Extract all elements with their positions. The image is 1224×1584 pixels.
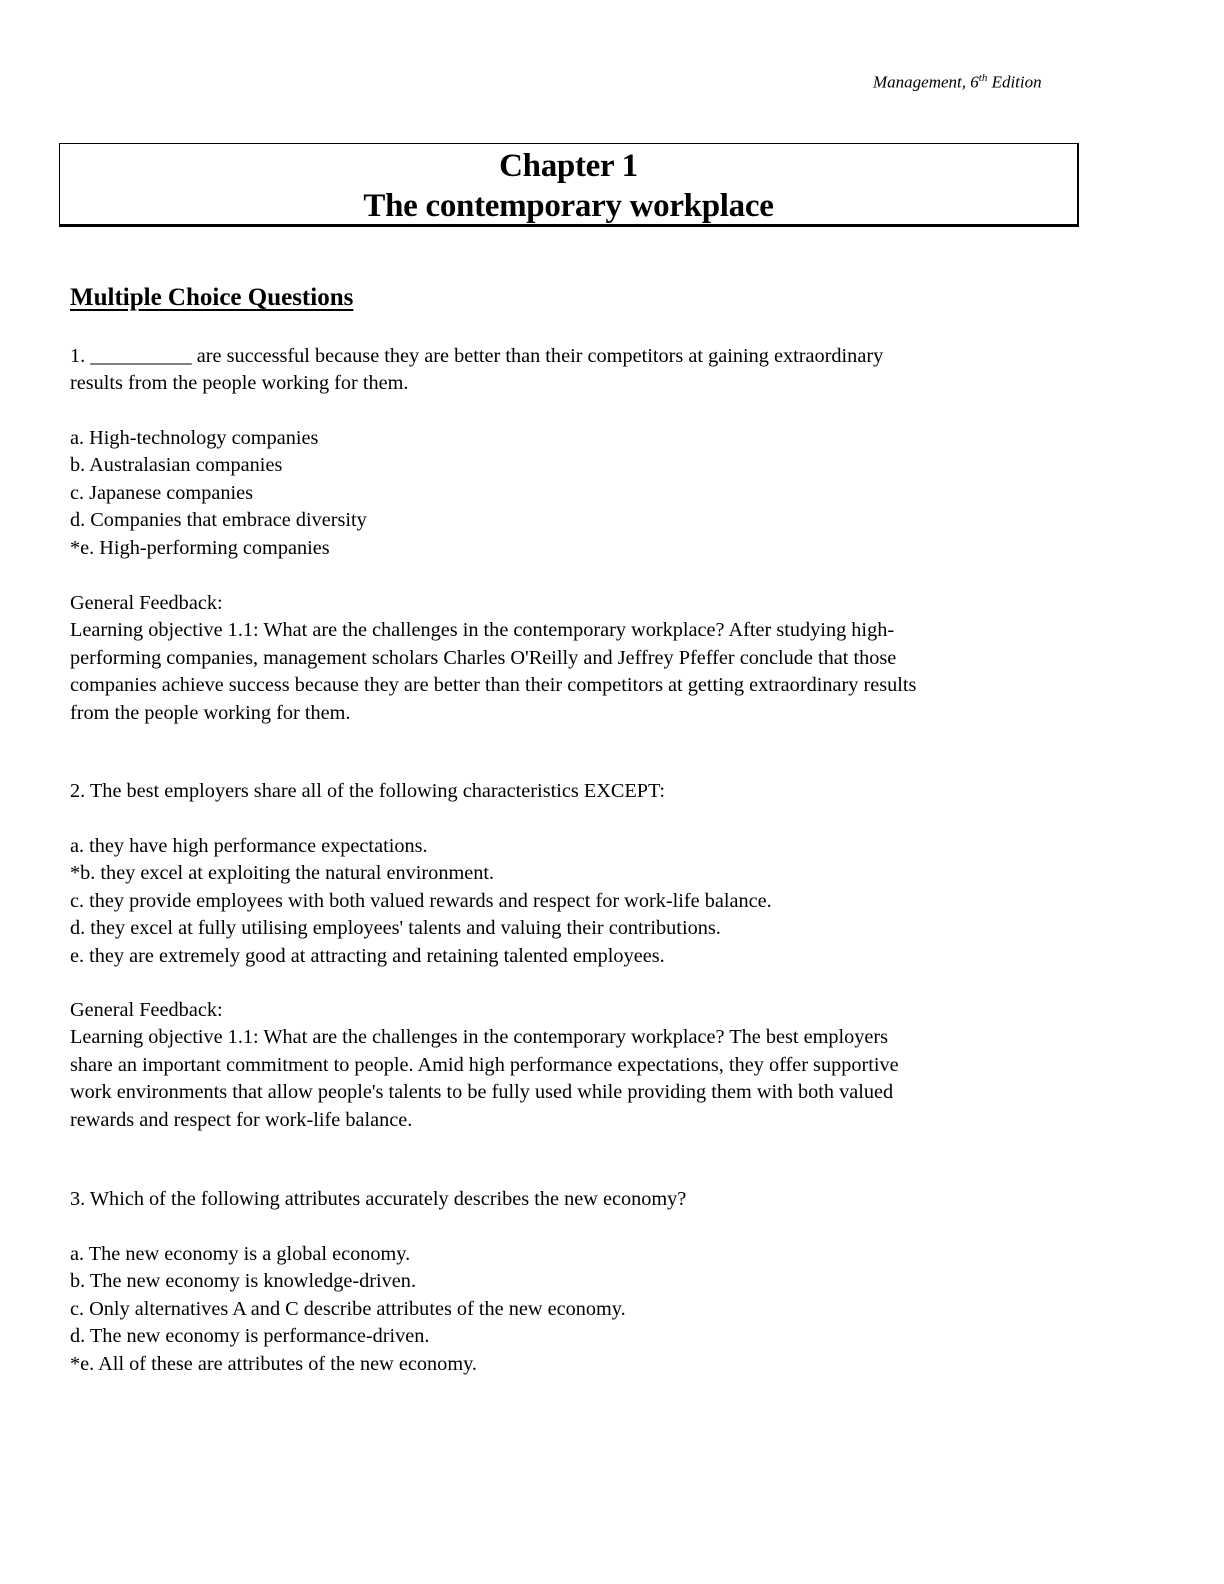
question-3-stem (70, 1186, 1060, 1213)
feedback-label: General Feedback: (70, 592, 223, 614)
feedback-line: share an important commitment to people. Amid high performance expectations, they offer supportive (70, 1053, 899, 1076)
feedback-line: performing companies, management scholars Charles O'Reilly and Jeffrey Pfeffer conclude that those (70, 646, 897, 669)
feedback-line: Learning objective 1.1: What are the challenges in the contemporary workplace? The best employers (70, 1026, 889, 1049)
question-2-options (70, 833, 1060, 970)
question-stem-line: 3. Which of the following attributes accurately describes the new economy? (70, 1188, 687, 1210)
option-e-correct: *e. All of these are attributes of the new economy. (70, 1352, 477, 1375)
question-stem-line: 1. __________ are successful because they are better than their competitors at gaining extraordinary (70, 345, 884, 367)
running-header (873, 72, 1042, 93)
question-1-stem (70, 343, 1060, 398)
chapter-title-box (59, 143, 1079, 227)
option-d: d. they excel at fully utilising employees' talents and valuing their contributions. (70, 917, 721, 940)
option-e: e. they are extremely good at attracting and retaining talented employees. (70, 944, 665, 967)
question-1-options (70, 425, 1060, 562)
feedback-line: companies achieve success because they are better than their competitors at getting extraordinary results (70, 674, 917, 697)
feedback-line: Learning objective 1.1: What are the challenges in the contemporary workplace? After studying high- (70, 619, 895, 642)
option-c: c. Only alternatives A and C describe attributes of the new economy. (70, 1297, 626, 1320)
feedback-line: from the people working for them. (70, 701, 351, 724)
option-e-correct: *e. High-performing companies (70, 536, 330, 559)
option-d: d. The new economy is performance-driven. (70, 1325, 430, 1348)
question-2-stem (70, 778, 1060, 805)
edition-suffix: Edition (987, 72, 1042, 92)
question-1-feedback (70, 590, 1060, 727)
option-b-correct: *b. they excel at exploiting the natural environment. (70, 862, 495, 885)
feedback-label: General Feedback: (70, 999, 223, 1021)
book-title: Management, 6 (873, 72, 979, 92)
option-c: c. they provide employees with both valued rewards and respect for work-life balance. (70, 889, 772, 912)
feedback-line: rewards and respect for work-life balance. (70, 1108, 413, 1131)
edition-superscript: th (978, 72, 988, 84)
question-3-options (70, 1241, 1060, 1378)
question-2-feedback (70, 997, 1060, 1134)
section-heading: Multiple Choice Questions (70, 284, 354, 311)
option-a: a. they have high performance expectations. (70, 835, 428, 857)
feedback-line: work environments that allow people's talents to be fully used while providing them with both valued (70, 1081, 894, 1104)
option-b: b. The new economy is knowledge-driven. (70, 1270, 417, 1293)
option-a: a. The new economy is a global economy. (70, 1243, 411, 1265)
question-stem-line: 2. The best employers share all of the following characteristics EXCEPT: (70, 780, 666, 802)
option-d: d. Companies that embrace diversity (70, 509, 367, 532)
option-c: c. Japanese companies (70, 481, 254, 504)
option-a: a. High-technology companies (70, 427, 319, 449)
chapter-title: The contemporary workplace (363, 188, 774, 224)
chapter-number: Chapter 1 (499, 148, 638, 184)
question-stem-line: results from the people working for them. (70, 372, 409, 395)
option-b: b. Australasian companies (70, 454, 283, 477)
